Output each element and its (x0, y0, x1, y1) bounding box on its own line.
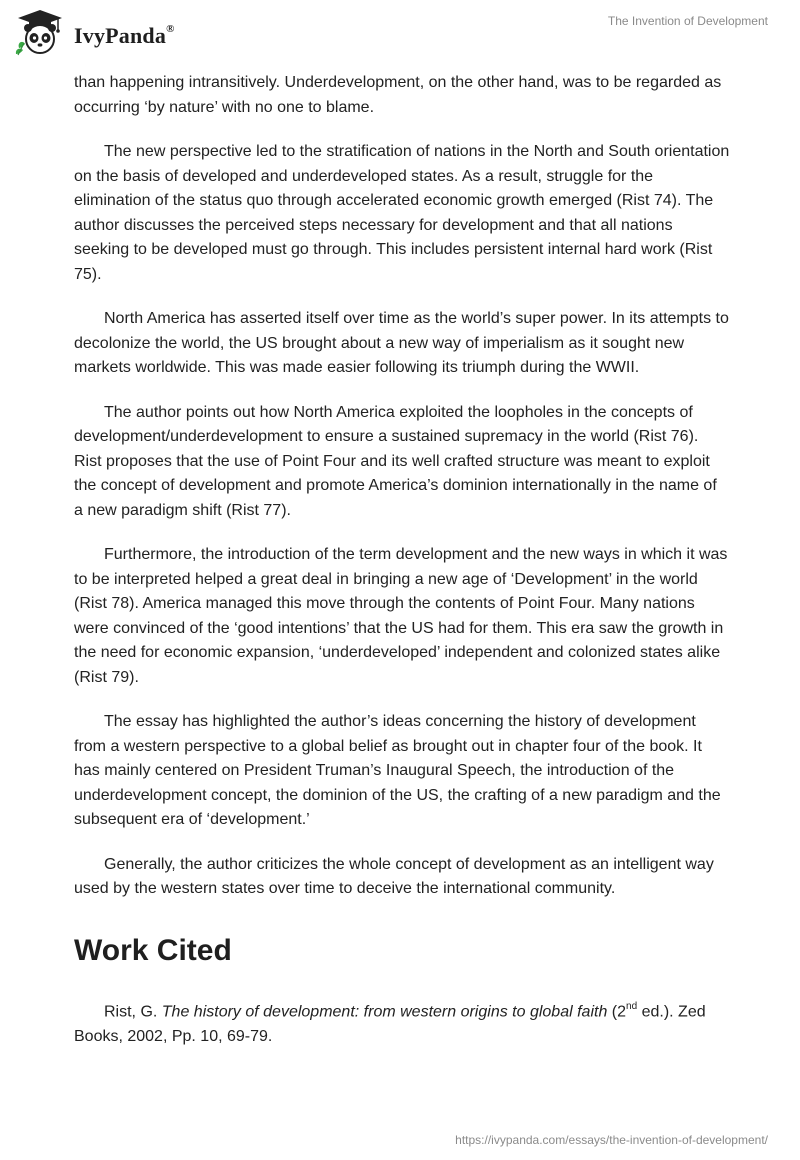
citation-author: Rist, G. (104, 1003, 162, 1021)
citation-edition-sup: nd (626, 1001, 638, 1012)
paragraph: Furthermore, the introduction of the term development and the new ways in which it was to be interpreted helped a great deal in bringing a new age of ‘Development’ in the world (Rist 78). America managed this move through the contents of Point Four. Many nations were convinced of the ‘good intentions’ that the US had for them. This era saw the growth in the need for economic expansion, ‘underdeveloped’ independent and colonized states alike (Rist 79). (74, 546, 728, 686)
citation-entry (74, 995, 730, 1049)
work-cited-heading: Work Cited (74, 934, 232, 967)
paragraph: The new perspective led to the stratification of nations in the North and South orientation on the basis of developed and underdeveloped states. As a result, struggle for the elimination of the status quo through accelerated economic growth emerged (Rist 74). The author discusses the perceived steps necessary for development and that all nations seeking to be developed must go through. This includes persistent internal hard work (Rist 75). (74, 143, 730, 283)
panda-graduate-icon (14, 8, 66, 56)
citation-publisher: Zed Books, 2002, Pp. 10, 69-79. (74, 1003, 706, 1046)
citation-book-title: The history of development: from western origins to global faith (161, 1003, 608, 1021)
source-url-link[interactable]: https://ivypanda.com/essays/the-invention-of-development/ (455, 1133, 768, 1147)
paragraph: North America has asserted itself over time as the world’s super power. In its attempts to decolonize the world, the US brought about a new way of imperialism as it sought new markets worldwide. This was made easier following its triumph during the WWII. (74, 310, 729, 376)
citation-edition-close: ed.). (637, 1003, 674, 1021)
paragraph: Generally, the author criticizes the whole concept of development as an intelligent way used by the western states over time to deceive the international community. (74, 855, 714, 897)
logo-text: IvyPanda® (74, 22, 175, 48)
paragraph: than happening intransitively. Underdevelopment, on the other hand, was to be regarded as occurring ‘by nature’ with no one to blame. (74, 74, 722, 116)
page-header (0, 0, 800, 70)
document-title: The Invention of Development (607, 14, 768, 28)
ivypanda-logo[interactable] (14, 8, 175, 56)
citation-edition-open: (2 (607, 1003, 627, 1021)
paragraph: The essay has highlighted the author’s ideas concerning the history of development from a western perspective to a global belief as brought out in chapter four of the book. It has mainly centered on President Truman’s Inaugural Speech, the introduction of the underdevelopment concept, the dominion of the US, the crafting of a new paradigm and the subsequent era of ‘development.’ (74, 713, 721, 828)
essay-body (74, 71, 730, 922)
paragraph: The author points out how North America exploited the loopholes in the concepts of development/underdevelopment to ensure a sustained supremacy in the world (Rist 76). Rist proposes that the use of Point Four and its well crafted structure was meant to exploit the concept of development and promote America’s dominion internationally in the name of a new paradigm shift (Rist 77). (74, 403, 717, 519)
